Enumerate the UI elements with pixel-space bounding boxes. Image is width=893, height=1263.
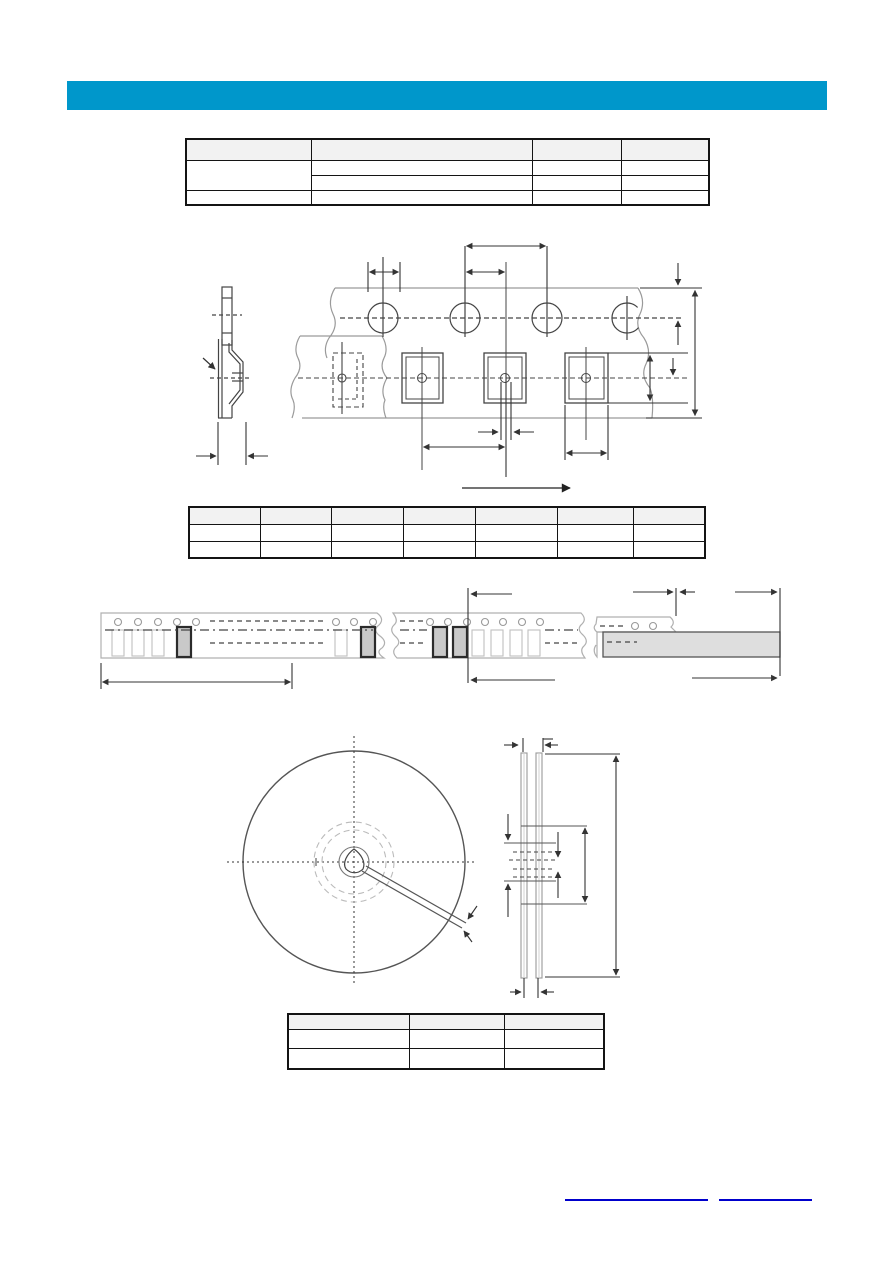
tape-slot (362, 871, 462, 928)
table-cell (504, 1048, 604, 1069)
tape-segment-start (101, 613, 385, 658)
table-header-cell (475, 507, 557, 524)
table-cell (621, 190, 709, 205)
table-header-cell (409, 1014, 504, 1029)
table-header-cell (186, 139, 311, 160)
table-cell (409, 1029, 504, 1048)
table-cell (260, 541, 331, 558)
table-header-cell (633, 507, 705, 524)
table-header-cell (189, 507, 260, 524)
table-cell (260, 524, 331, 541)
table-cell (186, 160, 311, 190)
table-header-cell (403, 507, 475, 524)
packaging-spec-table (185, 138, 710, 206)
table-cell (311, 175, 532, 190)
table-header-cell (532, 139, 621, 160)
table-cell (621, 175, 709, 190)
reel-drawing (225, 730, 645, 1007)
feed-direction-arrow (458, 481, 583, 495)
table-cell (621, 160, 709, 175)
table-cell (532, 175, 621, 190)
loaded-pocket (361, 627, 375, 657)
data-table (185, 138, 710, 206)
table-cell (504, 1029, 604, 1048)
loaded-pocket (433, 627, 447, 657)
table-header-cell (311, 139, 532, 160)
loaded-pocket (177, 627, 191, 657)
reel-side-view (504, 753, 587, 978)
data-table (188, 506, 706, 559)
table-cell (409, 1048, 504, 1069)
table-cell (186, 190, 311, 205)
loaded-pocket (453, 627, 467, 657)
footer-link-2[interactable] (719, 1199, 812, 1201)
data-table (287, 1013, 605, 1070)
tape-side-view (203, 287, 252, 418)
dimension-lines (368, 246, 702, 477)
table-header-cell (331, 507, 403, 524)
table-cell (557, 541, 633, 558)
table-cell (311, 160, 532, 175)
carrier-tape-drawing (190, 230, 720, 480)
table-cell (475, 541, 557, 558)
footer-link-1[interactable] (565, 1199, 708, 1201)
table-cell (189, 524, 260, 541)
table-cell (532, 160, 621, 175)
table-header-cell (260, 507, 331, 524)
table-header-cell (557, 507, 633, 524)
table-cell (557, 524, 633, 541)
sprocket-holes (340, 246, 682, 340)
section-header-bar (67, 81, 827, 110)
table-header-cell (288, 1014, 409, 1029)
tape-leader-trailer-diagram (95, 583, 790, 695)
table-cell (288, 1029, 409, 1048)
tape-dimensions-table (188, 506, 706, 559)
tape-segment-middle (392, 613, 587, 658)
table-cell (403, 524, 475, 541)
table-cell (288, 1048, 409, 1069)
table-header-cell (504, 1014, 604, 1029)
table-cell (189, 541, 260, 558)
cover-tape-trailer (603, 632, 780, 657)
table-cell (532, 190, 621, 205)
side-view-dimension (196, 422, 268, 465)
tape-segment-end (594, 617, 780, 657)
table-cell (475, 524, 557, 541)
table-cell (633, 524, 705, 541)
table-cell (331, 541, 403, 558)
table-cell (403, 541, 475, 558)
table-cell (633, 541, 705, 558)
reel-front-view (227, 736, 477, 986)
table-cell (311, 190, 532, 205)
table-header-cell (621, 139, 709, 160)
table-cell (331, 524, 403, 541)
reel-dimensions-table (287, 1013, 605, 1070)
